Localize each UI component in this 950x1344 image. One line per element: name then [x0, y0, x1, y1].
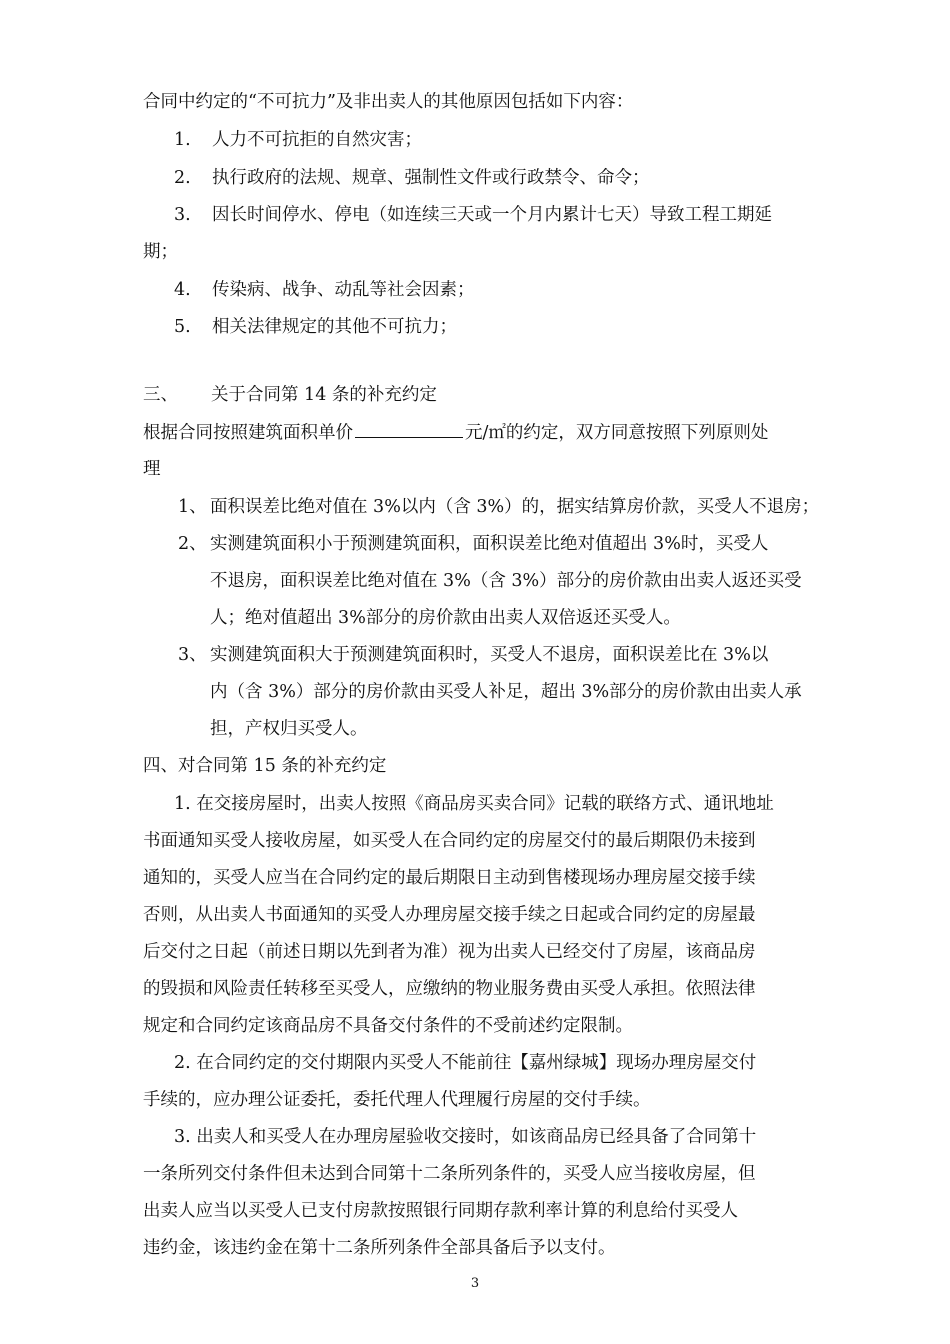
- list-text: 执行政府的法规、规章、强制性文件或行政禁令、命令；: [212, 168, 650, 188]
- paragraph-line: 手续的，应办理公证委托，委托代理人代理履行房屋的交付手续。: [143, 1090, 651, 1110]
- list-number: 2.: [174, 168, 191, 188]
- list-number: 3.: [174, 205, 191, 225]
- list-item: [174, 278, 475, 302]
- unit-price-blank: [355, 420, 463, 438]
- list-number: 1、: [178, 497, 207, 517]
- paragraph-line: 否则，从出卖人书面通知的买受人办理房屋交接手续之日起或合同约定的房屋最: [143, 905, 756, 925]
- paragraph-line: 违约金，该违约金在第十二条所列条件全部具备后予以支付。: [143, 1238, 616, 1258]
- list-continuation: 期；: [143, 242, 178, 262]
- list-item: [174, 203, 772, 227]
- list-text: 实测建筑面积大于预测建筑面积时，买受人不退房，面积误差比在 3%以: [210, 645, 769, 665]
- intro-line: 合同中约定的“不可抗力”及非出卖人的其他原因包括如下内容：: [143, 92, 634, 112]
- page-number: 3: [470, 1276, 480, 1291]
- list-text: 面积误差比绝对值在 3%以内（含 3%）的，据实结算房价款，买受人不退房；: [210, 497, 820, 517]
- section-heading: 四、对合同第 15 条的补充约定: [143, 756, 387, 776]
- list-text: 担，产权归买受人。: [210, 719, 368, 739]
- list-text: 人；绝对值超出 3%部分的房价款由出卖人双倍返还买受人。: [210, 608, 681, 628]
- section-number: 三、: [143, 385, 178, 405]
- lead-text-start: 根据合同按照建筑面积单价: [143, 423, 353, 443]
- paragraph-line: 规定和合同约定该商品房不具备交付条件的不受前述约定限制。: [143, 1016, 633, 1036]
- list-item: [178, 643, 768, 667]
- section-lead-cont: 理: [143, 459, 161, 479]
- paragraph-line: 3. 出卖人和买受人在办理房屋验收交接时，如该商品房已经具备了合同第十: [174, 1127, 757, 1147]
- section-lead: [143, 420, 768, 445]
- list-item: [178, 532, 768, 556]
- paragraph-line: 后交付之日起（前述日期以先到者为准）视为出卖人已经交付了房屋，该商品房: [143, 942, 756, 962]
- list-number: 1.: [174, 130, 191, 150]
- list-text: 因长时间停水、停电（如连续三天或一个月内累计七天）导致工程工期延: [212, 205, 772, 225]
- paragraph-line: 通知的，买受人应当在合同约定的最后期限日主动到售楼现场办理房屋交接手续: [143, 868, 756, 888]
- section-title: 关于合同第 14 条的补充约定: [211, 385, 437, 405]
- lead-text-end: 元/㎡的约定，双方同意按照下列原则处: [465, 423, 769, 443]
- list-item: [174, 166, 650, 190]
- paragraph-line: 的毁损和风险责任转移至买受人，应缴纳的物业服务费由买受人承担。依照法律: [143, 979, 756, 999]
- list-text: 传染病、战争、动乱等社会因素；: [212, 280, 475, 300]
- list-number: 5.: [174, 317, 191, 337]
- list-item: [178, 495, 819, 519]
- list-text: 实测建筑面积小于预测建筑面积，面积误差比绝对值超出 3%时，买受人: [210, 534, 769, 554]
- section-heading: [143, 383, 437, 407]
- list-text: 不退房，面积误差比绝对值在 3%（含 3%）部分的房价款由出卖人返还买受: [210, 571, 802, 591]
- paragraph-line: 1. 在交接房屋时，出卖人按照《商品房买卖合同》记载的联络方式、通讯地址: [174, 794, 774, 814]
- list-text: 人力不可抗拒的自然灾害；: [212, 130, 422, 150]
- paragraph-line: 一条所列交付条件但未达到合同第十二条所列条件的，买受人应当接收房屋，但: [143, 1164, 756, 1184]
- list-item: [174, 315, 457, 339]
- list-number: 4.: [174, 280, 191, 300]
- list-number: 3、: [178, 645, 207, 665]
- list-number: 2、: [178, 534, 207, 554]
- list-text: 内（含 3%）部分的房价款由买受人补足，超出 3%部分的房价款由出卖人承: [210, 682, 802, 702]
- paragraph-line: 书面通知买受人接收房屋，如买受人在合同约定的房屋交付的最后期限仍未接到: [143, 831, 756, 851]
- paragraph-line: 出卖人应当以买受人已支付房款按照银行同期存款利率计算的利息给付买受人: [143, 1201, 738, 1221]
- list-text: 相关法律规定的其他不可抗力；: [212, 317, 457, 337]
- paragraph-line: 2. 在合同约定的交付期限内买受人不能前往【嘉州绿城】现场办理房屋交付: [174, 1053, 757, 1073]
- list-item: [174, 128, 422, 152]
